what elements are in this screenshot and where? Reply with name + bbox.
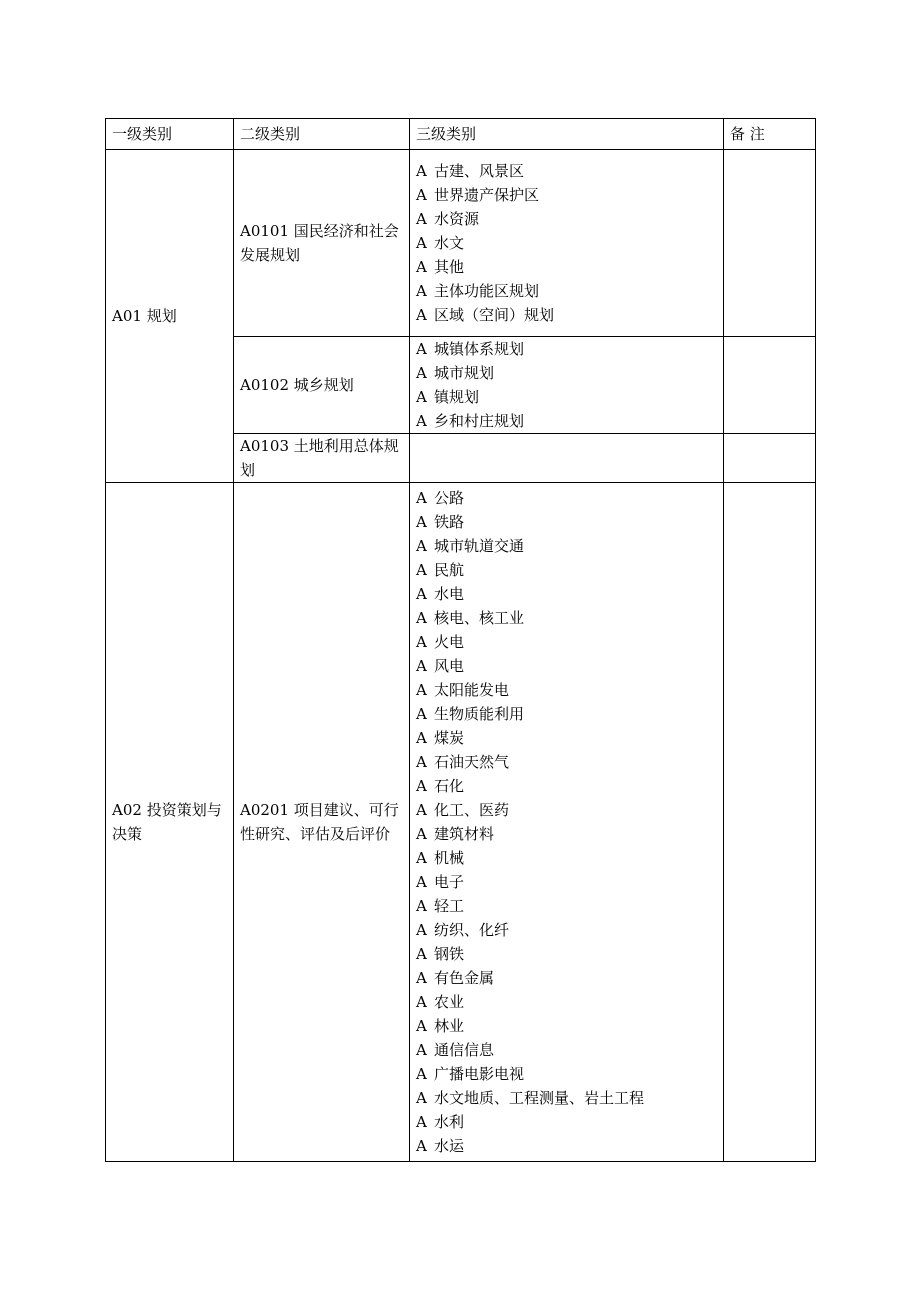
item-label: 林业 <box>434 1017 465 1035</box>
item-prefix: A <box>416 681 427 699</box>
list-item <box>416 846 717 870</box>
list-item <box>416 486 717 510</box>
item-prefix: A <box>416 1041 427 1059</box>
category-table <box>105 118 816 1162</box>
level3-cell <box>410 434 724 483</box>
item-label: 铁路 <box>434 513 465 531</box>
header-row <box>106 119 816 150</box>
table-row <box>106 150 816 337</box>
list-item <box>416 798 717 822</box>
item-label: 风电 <box>434 657 465 675</box>
level1-cell: A02 投资策划与决策 <box>106 483 234 1162</box>
list-item <box>416 1014 717 1038</box>
item-prefix: A <box>416 729 427 747</box>
list-item <box>416 409 717 433</box>
header-remarks: 备 注 <box>724 119 816 150</box>
header-level3: 三级类别 <box>410 119 724 150</box>
list-item <box>416 870 717 894</box>
item-label: 其他 <box>434 258 465 276</box>
list-item <box>416 1086 717 1110</box>
item-prefix: A <box>416 777 427 795</box>
item-label: 电子 <box>434 873 465 891</box>
item-prefix: A <box>416 1017 427 1035</box>
list-item <box>416 303 717 327</box>
item-prefix: A <box>416 561 427 579</box>
list-item <box>416 702 717 726</box>
item-label: 城镇体系规划 <box>434 340 525 358</box>
item-prefix: A <box>416 825 427 843</box>
list-item <box>416 207 717 231</box>
item-label: 轻工 <box>434 897 465 915</box>
item-label: 水文 <box>434 234 465 252</box>
item-prefix: A <box>416 364 427 382</box>
item-prefix: A <box>416 1065 427 1083</box>
list-item <box>416 510 717 534</box>
item-prefix: A <box>416 234 427 252</box>
item-prefix: A <box>416 585 427 603</box>
item-label: 民航 <box>434 561 465 579</box>
level2-cell: A0201 项目建议、可行性研究、评估及后评价 <box>234 483 410 1162</box>
item-label: 石油天然气 <box>434 753 510 771</box>
level1-cell: A01 规划 <box>106 150 234 483</box>
item-label: 纺织、化纤 <box>434 921 510 939</box>
list-item <box>416 279 717 303</box>
list-item <box>416 183 717 207</box>
table-row <box>106 483 816 1162</box>
item-label: 农业 <box>434 993 465 1011</box>
list-item <box>416 774 717 798</box>
item-prefix: A <box>416 897 427 915</box>
list-item <box>416 726 717 750</box>
item-label: 城市规划 <box>434 364 495 382</box>
list-item <box>416 942 717 966</box>
item-prefix: A <box>416 412 427 430</box>
item-prefix: A <box>416 969 427 987</box>
item-prefix: A <box>416 849 427 867</box>
list-item <box>416 337 717 361</box>
list-item <box>416 1134 717 1158</box>
item-prefix: A <box>416 186 427 204</box>
item-prefix: A <box>416 993 427 1011</box>
list-item <box>416 534 717 558</box>
remarks-cell <box>724 434 816 483</box>
list-item <box>416 231 717 255</box>
item-label: 水利 <box>434 1113 465 1131</box>
list-item <box>416 918 717 942</box>
level3-cell <box>410 150 724 337</box>
item-prefix: A <box>416 282 427 300</box>
list-item <box>416 966 717 990</box>
item-label: 水文地质、工程测量、岩土工程 <box>434 1089 645 1107</box>
level2-cell: A0101 国民经济和社会发展规划 <box>234 150 410 337</box>
item-label: 钢铁 <box>434 945 465 963</box>
item-label: 化工、医药 <box>434 801 510 819</box>
item-label: 煤炭 <box>434 729 465 747</box>
header-level2: 二级类别 <box>234 119 410 150</box>
item-prefix: A <box>416 705 427 723</box>
item-label: 水运 <box>434 1137 465 1155</box>
item-prefix: A <box>416 1113 427 1131</box>
item-prefix: A <box>416 537 427 555</box>
item-label: 机械 <box>434 849 465 867</box>
item-label: 乡和村庄规划 <box>434 412 525 430</box>
item-label: 古建、风景区 <box>434 162 525 180</box>
item-prefix: A <box>416 753 427 771</box>
list-item <box>416 385 717 409</box>
remarks-cell <box>724 483 816 1162</box>
item-prefix: A <box>416 388 427 406</box>
list-item <box>416 750 717 774</box>
item-label: 太阳能发电 <box>434 681 510 699</box>
item-label: 区域（空间）规划 <box>434 306 555 324</box>
level2-cell: A0103 土地利用总体规划 <box>234 434 410 483</box>
list-item <box>416 654 717 678</box>
header-level1: 一级类别 <box>106 119 234 150</box>
list-item <box>416 558 717 582</box>
list-item <box>416 606 717 630</box>
list-item <box>416 1110 717 1134</box>
remarks-cell <box>724 150 816 337</box>
item-label: 核电、核工业 <box>434 609 525 627</box>
level2-cell: A0102 城乡规划 <box>234 337 410 434</box>
item-label: 有色金属 <box>434 969 495 987</box>
item-label: 通信信息 <box>434 1041 495 1059</box>
list-item <box>416 1062 717 1086</box>
item-label: 生物质能利用 <box>434 705 525 723</box>
item-label: 火电 <box>434 633 465 651</box>
list-item <box>416 1038 717 1062</box>
item-label: 广播电影电视 <box>434 1065 525 1083</box>
item-prefix: A <box>416 489 427 507</box>
list-item <box>416 582 717 606</box>
item-label: 水电 <box>434 585 465 603</box>
list-item <box>416 822 717 846</box>
item-label: 水资源 <box>434 210 480 228</box>
item-prefix: A <box>416 1089 427 1107</box>
level3-cell <box>410 483 724 1162</box>
item-label: 石化 <box>434 777 465 795</box>
item-prefix: A <box>416 945 427 963</box>
item-prefix: A <box>416 258 427 276</box>
item-label: 主体功能区规划 <box>434 282 540 300</box>
item-label: 城市轨道交通 <box>434 537 525 555</box>
item-prefix: A <box>416 657 427 675</box>
level3-cell <box>410 337 724 434</box>
remarks-cell <box>724 337 816 434</box>
item-prefix: A <box>416 340 427 358</box>
list-item <box>416 255 717 279</box>
list-item <box>416 159 717 183</box>
item-label: 建筑材料 <box>434 825 495 843</box>
list-item <box>416 894 717 918</box>
item-label: 世界遗产保护区 <box>434 186 540 204</box>
item-label: 公路 <box>434 489 465 507</box>
item-prefix: A <box>416 921 427 939</box>
item-prefix: A <box>416 513 427 531</box>
list-item <box>416 678 717 702</box>
item-prefix: A <box>416 1137 427 1155</box>
item-label: 镇规划 <box>434 388 480 406</box>
item-prefix: A <box>416 210 427 228</box>
item-prefix: A <box>416 801 427 819</box>
item-prefix: A <box>416 873 427 891</box>
list-item <box>416 990 717 1014</box>
item-prefix: A <box>416 306 427 324</box>
list-item <box>416 630 717 654</box>
item-prefix: A <box>416 633 427 651</box>
item-prefix: A <box>416 609 427 627</box>
list-item <box>416 361 717 385</box>
item-prefix: A <box>416 162 427 180</box>
